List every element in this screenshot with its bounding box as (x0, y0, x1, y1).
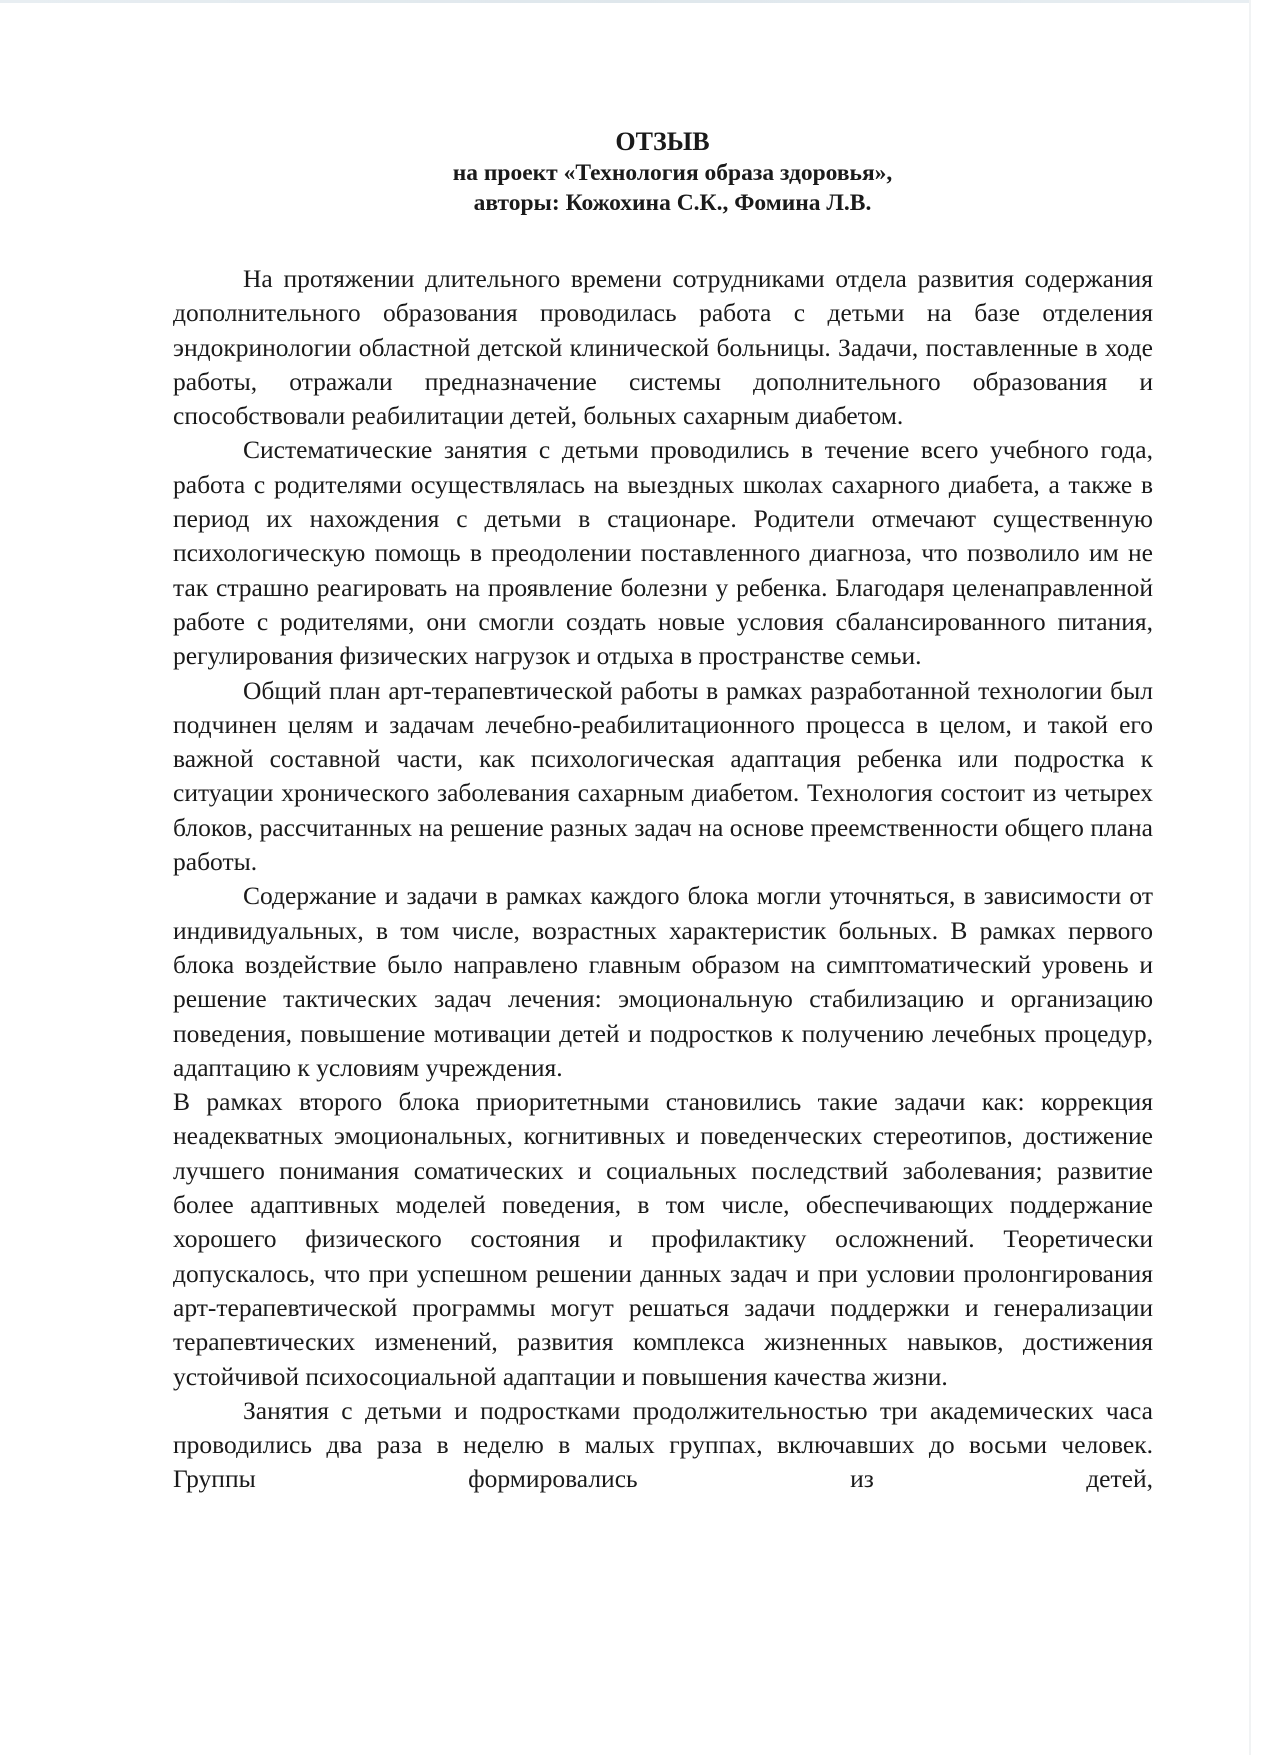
paragraph-6: Занятия с детьми и подростками продолжительностью три академических часа проводились два раза в неделю в малых группах, включавших до восьми человек. Группы формировались из детей, (173, 1395, 1153, 1494)
scan-edge-top (0, 0, 1250, 3)
paragraph-4: Содержание и задачи в рамках каждого блока могли уточняться, в зависимости от индивидуальных, в том числе, возрастных характеристик больных. В рамках первого блока воздействие было направлено главным образом на симптоматический уровень и решение тактических задач лечения: эмоциональную стабилизацию и организацию поведения, повышение мотивации детей и подростков к получению лечебных процедур, адаптацию к условиям учреждения. (173, 881, 1153, 1082)
document-header (0, 126, 1275, 218)
document-title: ОТЗЫВ (615, 127, 710, 156)
scan-edge-right (1249, 0, 1251, 1755)
document-subtitle-project: на проект «Технология образа здоровья», (452, 160, 893, 186)
paragraph-3: Общий план арт-терапевтической работы в рамках разработанной технологии был подчинен целям и задачам лечебно-реабилитационного процесса в целом, и такой его важной составной части, как психологическая адаптация ребенка или подростка к ситуации хронического заболевания сахарным диабетом. Технология состоит из четырех блоков, рассчитанных на решение разных задач на основе преемственности общего плана работы. (173, 675, 1153, 877)
document-subtitle-authors: авторы: Кожохина С.К., Фомина Л.В. (473, 190, 872, 216)
document-body (173, 262, 1153, 1497)
paragraph-2: Систематические занятия с детьми проводились в течение всего учебного года, работа с родителями осуществлялась на выездных школах сахарного диабета, а также в период их нахождения с детьми в стационаре. Родители отмечают существенную психологическую помощь в преодолении поставленного диагноза, что позволило им не так страшно реагировать на проявление болезни у ребенка. Благодаря целенаправленной работе с родителями, они смогли создать новые условия сбалансированного питания, регулирования физических нагрузок и отдыха в пространстве семьи. (173, 435, 1153, 671)
paragraph-5: В рамках второго блока приоритетными становились такие задачи как: коррекция неадекватных эмоциональных, когнитивных и поведенческих стереотипов, достижение лучшего понимания соматических и социальных последствий заболевания; развитие более адаптивных моделей поведения, в том числе, обеспечивающих поддержание хорошего физического состояния и профилактику осложнений. Теоретически допускалось, что при успешном решении данных задач и при условии пролонгирования арт-терапевтической программы могут решаться задачи поддержки и генерализации терапевтических изменений, развития комплекса жизненных навыков, достижения устойчивой психосоциальной адаптации и повышения качества жизни. (173, 1087, 1153, 1391)
paragraph-1: На протяжении длительного времени сотрудниками отдела развития содержания дополнительного образования проводилась работа с детьми на базе отделения эндокринологии областной детской клинической больницы. Задачи, поставленные в ходе работы, отражали предназначение системы дополнительного образования и способствовали реабилитации детей, больных сахарным диабетом. (173, 264, 1153, 431)
